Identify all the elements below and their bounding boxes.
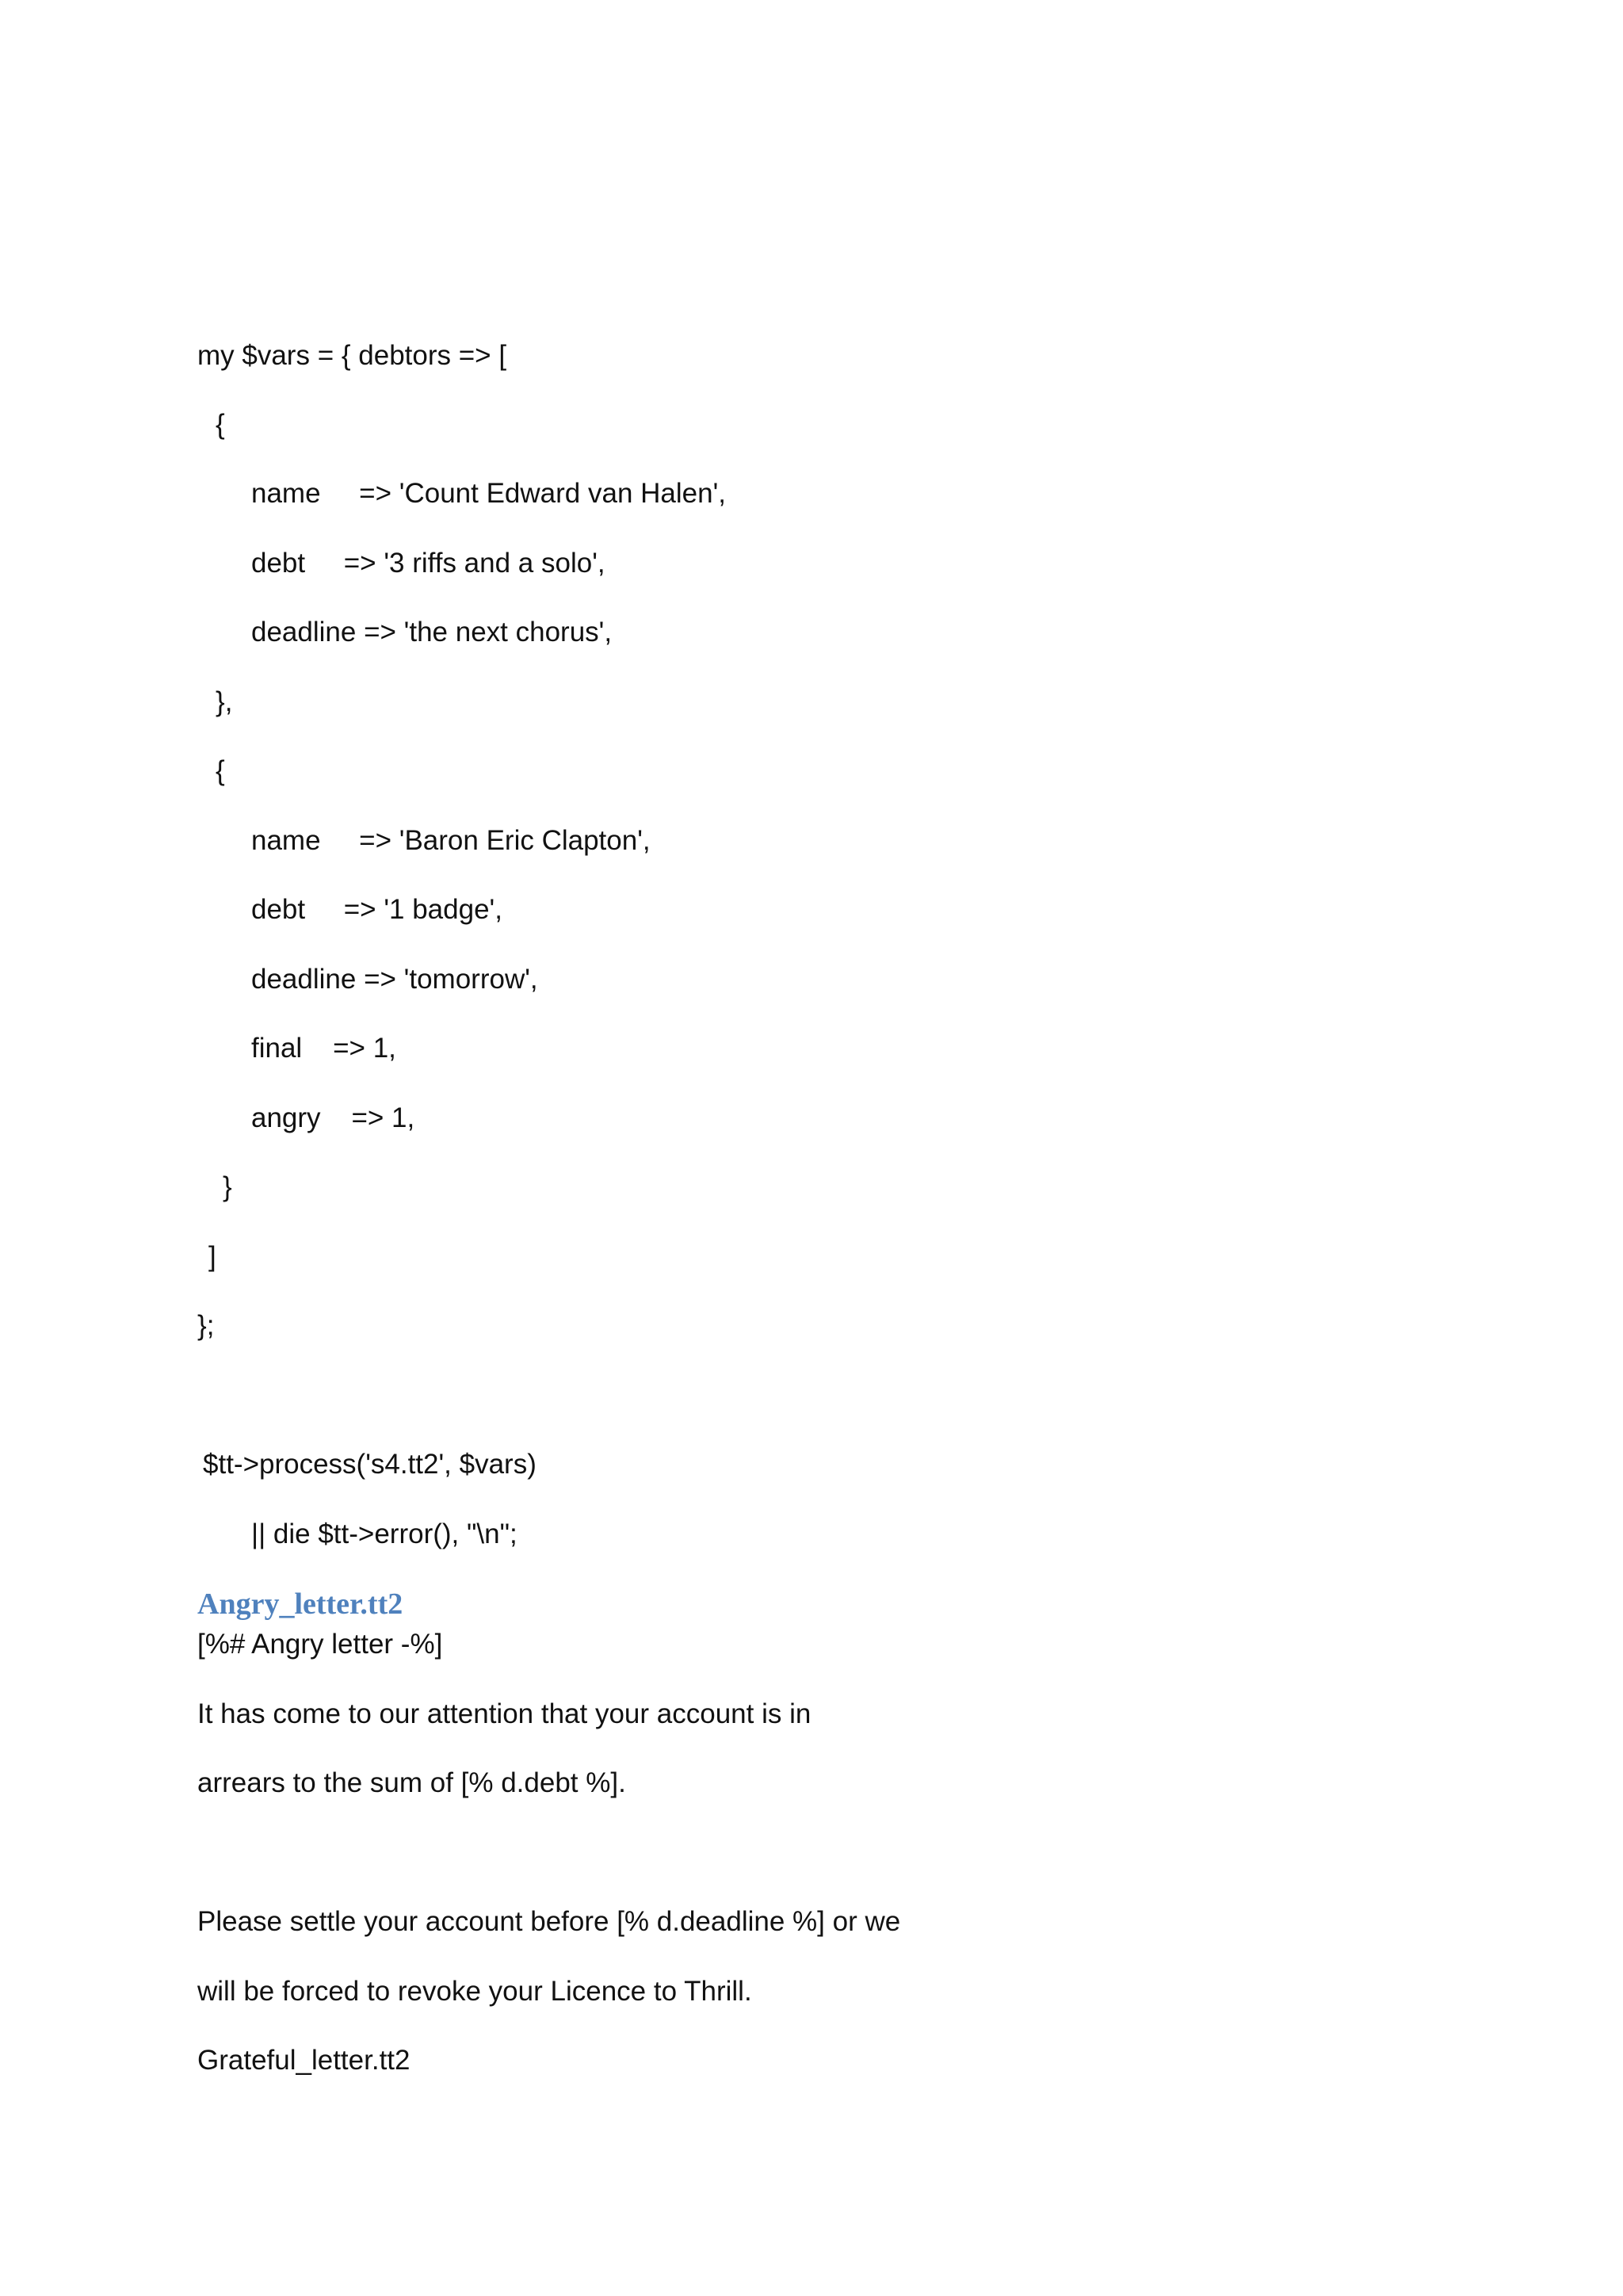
code-line-die: || die $tt->error(), "\n";: [251, 1519, 517, 1549]
code-line-vars: my $vars = { debtors => [: [197, 340, 507, 371]
code-line-open-brace-2: {: [216, 755, 225, 786]
code-line-debt-2: debt => '1 badge',: [251, 894, 502, 925]
code-line-name-1: name => 'Count Edward van Halen',: [251, 478, 726, 509]
code-line-deadline-2: deadline => 'tomorrow',: [251, 964, 538, 995]
angry-letter-heading: Angry_letter.tt2: [197, 1587, 403, 1621]
angry-letter-paragraph2-line1: Please settle your account before [% d.deadline %] or we: [197, 1906, 901, 1937]
angry-letter-comment: [%# Angry letter -%]: [197, 1629, 443, 1660]
code-line-angry: angry => 1,: [251, 1102, 415, 1133]
code-line-close-brace-1: },: [216, 686, 233, 717]
code-line-process: $tt->process('s4.tt2', $vars): [203, 1449, 537, 1480]
code-line-deadline-1: deadline => 'the next chorus',: [251, 617, 613, 648]
angry-letter-paragraph1-line1: It has come to our attention that your account is in: [197, 1698, 812, 1729]
code-line-close-brace-2: }: [223, 1171, 232, 1202]
code-line-close-bracket: ]: [208, 1241, 216, 1272]
code-line-name-2: name => 'Baron Eric Clapton',: [251, 825, 651, 856]
code-line-final: final => 1,: [251, 1033, 396, 1064]
angry-letter-paragraph1-line2: arrears to the sum of [% d.debt %].: [197, 1767, 626, 1798]
grateful-letter-heading: Grateful_letter.tt2: [197, 2045, 411, 2076]
code-line-open-brace-1: {: [216, 409, 225, 440]
angry-letter-paragraph2-line2: will be forced to revoke your Licence to Thrill.: [197, 1976, 752, 2007]
code-line-end: };: [197, 1310, 215, 1341]
code-line-debt-1: debt => '3 riffs and a solo',: [251, 548, 605, 579]
